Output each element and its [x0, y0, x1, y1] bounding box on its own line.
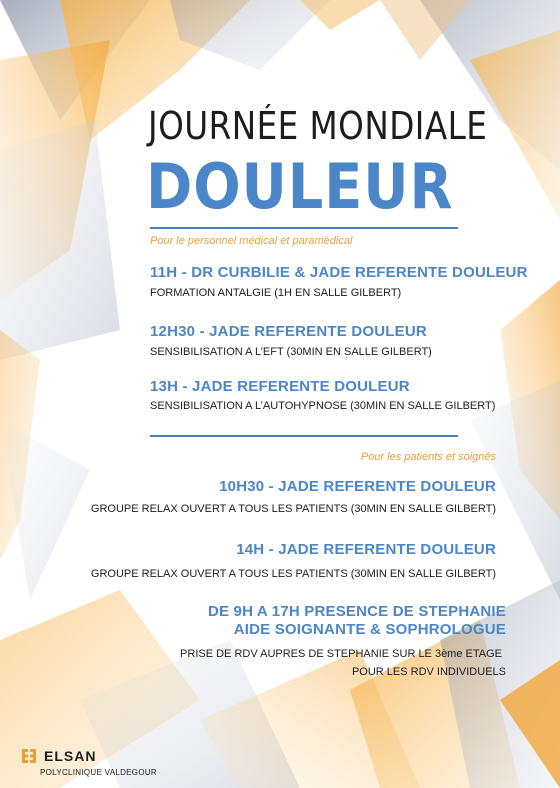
event-description: PRISE DE RDV AUPRES DE STEPHANIE SUR LE 3ème ETAGE [180, 648, 502, 660]
title-line-2: DOULEUR [146, 150, 454, 223]
event-heading: 14H - JADE REFERENTE DOULEUR [236, 541, 496, 558]
event-description: POUR LES RDV INDIVIDUELS [351, 666, 506, 678]
event-description: SENSIBILISATION A L’AUTOHYPNOSE (30MIN EN SALLE GILBERT) [150, 400, 496, 412]
logo-name: ELSAN [44, 748, 97, 764]
event-description: GROUPE RELAX OUVERT A TOUS LES PATIENTS (30MIN EN SALLE GILBERT) [90, 503, 496, 515]
event-heading: 11H - DR CURBILIE & JADE REFERENTE DOULEUR [150, 264, 528, 281]
event-heading: AIDE SOIGNANTE & SOPHROLOGUE [233, 621, 506, 638]
elsan-mark-icon [20, 747, 38, 765]
event-description: FORMATION ANTALGIE (1H EN SALLE GILBERT) [150, 287, 402, 299]
event-description: SENSIBILISATION A L’EFT (30MIN EN SALLE GILBERT) [150, 346, 432, 358]
title-line-1: JOURNÉE MONDIALE [148, 104, 488, 148]
event-heading: DE 9H A 17H PRESENCE DE STEPHANIE [207, 603, 506, 620]
event-heading: 12H30 - JADE REFERENTE DOULEUR [150, 323, 427, 340]
event-description: GROUPE RELAX OUVERT A TOUS LES PATIENTS (30MIN EN SALLE GILBERT) [90, 568, 496, 580]
event-heading: 13H - JADE REFERENTE DOULEUR [150, 378, 410, 395]
divider-middle [150, 435, 458, 437]
divider-top [150, 227, 458, 229]
logo-subtitle: POLYCLINIQUE VALDEGOUR [40, 768, 157, 777]
section-label-staff: Pour le personnel médical et paramédical [150, 235, 353, 247]
section-label-patients: Pour les patients et soignés [360, 451, 496, 463]
event-heading: 10H30 - JADE REFERENTE DOULEUR [219, 478, 496, 495]
